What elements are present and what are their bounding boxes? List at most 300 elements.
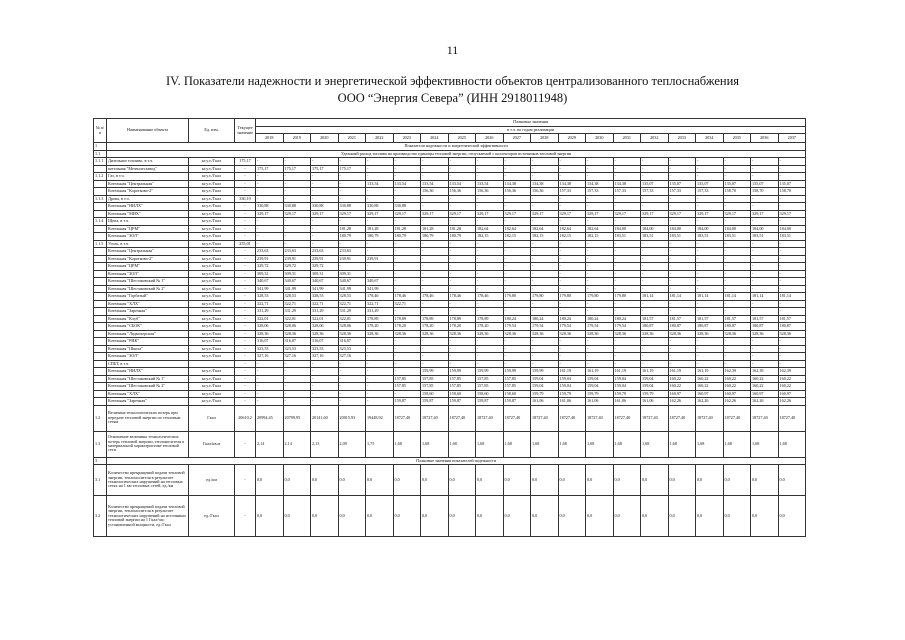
row-name: Котельная "МИХ" xyxy=(107,210,189,218)
row-value: 329,17 xyxy=(531,210,559,218)
section-row xyxy=(94,150,806,158)
row-value: 160,22 xyxy=(778,375,806,383)
row-value: - xyxy=(476,308,504,316)
row-value: 1,68 xyxy=(696,431,724,457)
row-name: Котельная "Центральная" xyxy=(107,248,189,256)
row-value: - xyxy=(503,218,531,226)
row-num xyxy=(94,368,107,376)
row-value: 160,97 xyxy=(723,390,751,398)
row-value: 178,20 xyxy=(366,323,394,331)
row-value: 331,29 xyxy=(366,308,394,316)
row-unit: кг.у.т./Гкал xyxy=(189,195,235,203)
row-value: 328,36 xyxy=(366,330,394,338)
row-value: - xyxy=(256,390,284,398)
row-value: 160,97 xyxy=(778,390,806,398)
row-value: - xyxy=(531,203,559,211)
row-unit: кг.у.т./Гкал xyxy=(189,180,235,188)
row-value: 178,46 xyxy=(366,293,394,301)
row-value: 329,72 xyxy=(283,263,311,271)
row-value: - xyxy=(503,203,531,211)
header-year: 2036 xyxy=(751,134,779,143)
table-row xyxy=(94,240,806,248)
row-value: - xyxy=(503,345,531,353)
row-value: - xyxy=(641,300,669,308)
row-value: - xyxy=(476,195,504,203)
row-value: - xyxy=(393,308,421,316)
header-year: 2029 xyxy=(558,134,586,143)
row-value: - xyxy=(723,263,751,271)
row-value: - xyxy=(448,308,476,316)
row-value: - xyxy=(586,240,614,248)
row-value: - xyxy=(393,165,421,173)
row-num xyxy=(94,233,107,241)
row-value: 134,38 xyxy=(613,180,641,188)
row-value: 157,33 xyxy=(558,188,586,196)
row-value: - xyxy=(393,360,421,368)
row-value: 175,17 xyxy=(311,165,339,173)
row-value: 179,80 xyxy=(613,293,641,301)
row-value: - xyxy=(448,338,476,346)
row-value: 328,36 xyxy=(283,330,311,338)
row-value: 180,24 xyxy=(503,315,531,323)
row-num xyxy=(94,203,107,211)
row-value: 329,17 xyxy=(366,210,394,218)
row-num xyxy=(94,270,107,278)
row-value: 0,0 xyxy=(393,465,421,496)
row-value: - xyxy=(393,345,421,353)
row-value: 181,57 xyxy=(751,315,779,323)
row-value: 161,19 xyxy=(558,368,586,376)
row-value: - xyxy=(448,278,476,286)
row-value: 0,0 xyxy=(613,465,641,496)
row-value: 322,71 xyxy=(393,300,421,308)
row-value: - xyxy=(668,360,696,368)
row-value: - xyxy=(723,270,751,278)
row-value: - xyxy=(393,173,421,181)
row-value: 233,63 xyxy=(311,248,339,256)
row-name: Котельная "НИЛХ" xyxy=(107,203,189,211)
table-row xyxy=(94,188,806,196)
row-value: - xyxy=(641,270,669,278)
row-value: 323,53 xyxy=(256,345,284,353)
row-value: 134,38 xyxy=(586,180,614,188)
row-unit: кг.у.т./Гкал xyxy=(189,323,235,331)
row-value: 160,97 xyxy=(696,390,724,398)
row-value: - xyxy=(476,255,504,263)
row-value: - xyxy=(393,188,421,196)
row-value: - xyxy=(778,248,806,256)
row-value: - xyxy=(586,308,614,316)
row-value: 178,20 xyxy=(421,323,449,331)
row-value: 316,07 xyxy=(338,338,366,346)
row-value: 1,68 xyxy=(558,431,586,457)
row-unit: Гкал xyxy=(189,405,235,431)
row-value: - xyxy=(668,278,696,286)
row-value: 161,19 xyxy=(668,368,696,376)
row-value: - xyxy=(613,353,641,361)
row-value: - xyxy=(778,338,806,346)
row-value: - xyxy=(393,263,421,271)
row-value: 329,17 xyxy=(723,210,751,218)
row-unit: кг.у.т./Гкал xyxy=(189,345,235,353)
row-value: 316,07 xyxy=(256,338,284,346)
row-value: - xyxy=(723,240,751,248)
row-value: - xyxy=(476,218,504,226)
row-current: - xyxy=(235,248,256,256)
row-value: 159,99 xyxy=(476,368,504,376)
row-value: 161,19 xyxy=(696,368,724,376)
row-value: 162,26 xyxy=(778,398,806,406)
row-value: 159,79 xyxy=(641,390,669,398)
row-value: - xyxy=(448,300,476,308)
row-value: - xyxy=(503,278,531,286)
row-value: - xyxy=(778,165,806,173)
row-value: - xyxy=(421,308,449,316)
row-value: - xyxy=(476,360,504,368)
row-value: 162,39 xyxy=(751,368,779,376)
row-unit: кг.у.т./Гкал xyxy=(189,203,235,211)
header-year: 2026 xyxy=(476,134,504,143)
row-value: 180,87 xyxy=(696,323,724,331)
row-value: 328,36 xyxy=(503,330,531,338)
row-value: - xyxy=(751,158,779,166)
row-current: - xyxy=(235,345,256,353)
header-year: 2024 xyxy=(421,134,449,143)
section-title: Плановые значения показателей надежности xyxy=(107,457,806,465)
row-value: - xyxy=(393,368,421,376)
row-unit: кг.у.т./Гкал xyxy=(189,353,235,361)
row-num xyxy=(94,345,107,353)
row-value: - xyxy=(448,255,476,263)
row-value: - xyxy=(366,263,394,271)
row-value: 178,46 xyxy=(448,293,476,301)
row-value: - xyxy=(311,375,339,383)
row-value: - xyxy=(421,203,449,211)
row-value: - xyxy=(393,353,421,361)
row-value: - xyxy=(421,278,449,286)
row-value: - xyxy=(751,195,779,203)
page-title xyxy=(40,73,865,107)
row-value: - xyxy=(558,308,586,316)
row-value: 182,64 xyxy=(476,225,504,233)
row-value: - xyxy=(366,398,394,406)
row-value: 316,07 xyxy=(283,338,311,346)
row-value: - xyxy=(668,203,696,211)
row-value: - xyxy=(476,338,504,346)
row-value: - xyxy=(476,165,504,173)
row-value: - xyxy=(641,165,669,173)
row-value: - xyxy=(366,270,394,278)
row-value: - xyxy=(311,188,339,196)
row-value: 135,07 xyxy=(778,180,806,188)
table-row xyxy=(94,300,806,308)
row-value: 18727,40 xyxy=(448,405,476,431)
row-value: - xyxy=(311,368,339,376)
row-value: 161,06 xyxy=(613,398,641,406)
row-value: - xyxy=(723,255,751,263)
row-value: - xyxy=(421,360,449,368)
row-name: Котельная "ЗОЛ" xyxy=(107,233,189,241)
header-year: 2027 xyxy=(503,134,531,143)
row-value: - xyxy=(696,278,724,286)
row-value: - xyxy=(256,180,284,188)
row-value: - xyxy=(448,203,476,211)
row-value: 18727,40 xyxy=(558,405,586,431)
row-value: 157,33 xyxy=(613,188,641,196)
row-value: - xyxy=(668,158,696,166)
section-title: Удельный расход топлива на производство единицы тепловой энергии, отпускаемой с коллекторов источников тепловой энергии xyxy=(107,150,806,158)
row-value: 1,68 xyxy=(476,431,504,457)
row-value: - xyxy=(448,360,476,368)
row-value: 184,00 xyxy=(613,225,641,233)
row-value: - xyxy=(393,218,421,226)
row-value: - xyxy=(283,173,311,181)
row-current: - xyxy=(235,398,256,406)
row-value: 158,60 xyxy=(448,390,476,398)
row-num xyxy=(94,353,107,361)
row-unit: кг.у.т./Гкал xyxy=(189,165,235,173)
row-value: - xyxy=(751,338,779,346)
row-value: 322,71 xyxy=(283,300,311,308)
row-value: 328,36 xyxy=(338,330,366,338)
row-current: 330,19 xyxy=(235,195,256,203)
row-name: Уголь, в т.ч. xyxy=(107,240,189,248)
row-value: 1,68 xyxy=(531,431,559,457)
row-value: 181,14 xyxy=(723,293,751,301)
row-value: 180,24 xyxy=(558,315,586,323)
row-value: 159,04 xyxy=(558,375,586,383)
row-value: - xyxy=(256,233,284,241)
title-line-2: ООО “Энергия Севера” (ИНН 2918011948) xyxy=(337,91,568,105)
row-value: 1,68 xyxy=(613,431,641,457)
section-row xyxy=(94,457,806,465)
row-value: 0,0 xyxy=(723,496,751,537)
row-value: 160,22 xyxy=(751,383,779,391)
row-value: 157,33 xyxy=(586,188,614,196)
row-value: - xyxy=(641,255,669,263)
row-unit: кг.у.т./Гкал xyxy=(189,330,235,338)
row-value: 309,31 xyxy=(283,270,311,278)
row-num xyxy=(94,360,107,368)
row-value: 309,31 xyxy=(338,270,366,278)
row-value: 327,16 xyxy=(338,353,366,361)
row-value: 178,20 xyxy=(476,323,504,331)
row-unit: кг.у.т./Гкал xyxy=(189,263,235,271)
row-name: Котельная "ЗОЛ" xyxy=(107,270,189,278)
row-value: - xyxy=(641,240,669,248)
row-value: - xyxy=(311,390,339,398)
row-current: - xyxy=(235,218,256,226)
row-value: 0,0 xyxy=(531,465,559,496)
row-value: 341,99 xyxy=(366,285,394,293)
row-value: 340,67 xyxy=(256,278,284,286)
table-row xyxy=(94,338,806,346)
row-value: - xyxy=(751,308,779,316)
row-value: - xyxy=(503,158,531,166)
row-current: - xyxy=(235,270,256,278)
row-value: 159,04 xyxy=(613,375,641,383)
row-value: - xyxy=(778,270,806,278)
row-value: 157,85 xyxy=(448,383,476,391)
row-value: 328,36 xyxy=(476,330,504,338)
row-value: 328,06 xyxy=(283,323,311,331)
row-value: - xyxy=(256,158,284,166)
row-value: 322,71 xyxy=(256,300,284,308)
row-value: 157,85 xyxy=(393,383,421,391)
row-value: 1,68 xyxy=(393,431,421,457)
row-value: 161,06 xyxy=(558,398,586,406)
row-value: 180,79 xyxy=(448,233,476,241)
row-value: - xyxy=(531,218,559,226)
row-value: 156,36 xyxy=(503,188,531,196)
row-value: 328,36 xyxy=(696,330,724,338)
row-value: 182,64 xyxy=(586,225,614,233)
header-year: 2023 xyxy=(393,134,421,143)
row-value: 181,14 xyxy=(778,293,806,301)
row-unit: ед./Гкал xyxy=(189,496,235,537)
row-value: 162,26 xyxy=(751,398,779,406)
row-value: - xyxy=(778,195,806,203)
row-value: 328,36 xyxy=(421,330,449,338)
row-value: 329,17 xyxy=(283,210,311,218)
row-value: 162,26 xyxy=(723,398,751,406)
table-row xyxy=(94,368,806,376)
row-value: 329,17 xyxy=(613,210,641,218)
row-value: - xyxy=(613,195,641,203)
row-value: 158,60 xyxy=(503,390,531,398)
row-num xyxy=(94,263,107,271)
row-value: - xyxy=(778,255,806,263)
row-value: 160,22 xyxy=(723,383,751,391)
row-value: - xyxy=(366,353,394,361)
row-value: 158,60 xyxy=(476,390,504,398)
row-value: 329,17 xyxy=(668,210,696,218)
row-value: 322,71 xyxy=(311,300,339,308)
row-value: - xyxy=(778,278,806,286)
row-value: - xyxy=(751,165,779,173)
row-value: - xyxy=(531,165,559,173)
row-value: - xyxy=(256,375,284,383)
row-value: 18727,40 xyxy=(641,405,669,431)
row-value: 328,36 xyxy=(586,330,614,338)
row-unit: кг.у.т./Гкал xyxy=(189,218,235,226)
row-value: 179,80 xyxy=(503,293,531,301)
row-value: - xyxy=(751,173,779,181)
row-unit: кг.у.т./Гкал xyxy=(189,375,235,383)
row-value: 162,39 xyxy=(778,368,806,376)
row-value: 1,68 xyxy=(641,431,669,457)
table-row xyxy=(94,293,806,301)
row-value: 322,01 xyxy=(283,315,311,323)
row-value: - xyxy=(586,285,614,293)
row-value: - xyxy=(751,255,779,263)
row-value: - xyxy=(283,195,311,203)
row-name: Котельная "Заречная" xyxy=(107,398,189,406)
row-value: 20015,93 xyxy=(338,405,366,431)
row-unit: кг.у.т./Гкал xyxy=(189,210,235,218)
row-value: 159,87 xyxy=(503,398,531,406)
row-value: 328,36 xyxy=(256,330,284,338)
row-value: - xyxy=(476,173,504,181)
row-value: 1,68 xyxy=(778,431,806,457)
row-value: 175,17 xyxy=(338,165,366,173)
header-plan: Плановые значения xyxy=(256,119,806,127)
row-value: 328,36 xyxy=(311,330,339,338)
row-value: - xyxy=(283,360,311,368)
header-year: 2035 xyxy=(723,134,751,143)
row-value: 156,36 xyxy=(448,188,476,196)
row-value: 161,06 xyxy=(531,398,559,406)
row-value: 162,26 xyxy=(696,398,724,406)
row-num: 3.2 xyxy=(94,496,107,537)
row-value: - xyxy=(338,375,366,383)
table-row xyxy=(94,278,806,286)
row-value: - xyxy=(393,255,421,263)
row-value: - xyxy=(283,398,311,406)
row-value: 178,89 xyxy=(393,315,421,323)
row-value: 0,0 xyxy=(393,496,421,537)
row-value: 158,70 xyxy=(778,188,806,196)
row-value: - xyxy=(668,308,696,316)
row-value: - xyxy=(366,195,394,203)
row-unit: кг.у.т./Гкал xyxy=(189,390,235,398)
row-value: 331,29 xyxy=(338,308,366,316)
row-value: 134,38 xyxy=(503,180,531,188)
row-value: - xyxy=(668,218,696,226)
row-current: - xyxy=(235,390,256,398)
row-value: 157,85 xyxy=(503,383,531,391)
row-value: - xyxy=(531,278,559,286)
row-value: 159,04 xyxy=(641,383,669,391)
row-value: - xyxy=(641,345,669,353)
row-value: - xyxy=(393,158,421,166)
row-value: 0,0 xyxy=(696,465,724,496)
row-value: 322,01 xyxy=(256,315,284,323)
row-value: 331,29 xyxy=(256,308,284,316)
row-value: - xyxy=(366,390,394,398)
row-value: - xyxy=(586,195,614,203)
row-value: - xyxy=(751,240,779,248)
row-name: Котельная "Коротково-2" xyxy=(107,188,189,196)
row-unit: кг.у.т./Гкал xyxy=(189,225,235,233)
row-value: 322,71 xyxy=(338,300,366,308)
row-value: 184,00 xyxy=(668,225,696,233)
row-value: - xyxy=(778,173,806,181)
row-value: 18727,40 xyxy=(668,405,696,431)
header-unit: Ед. изм. xyxy=(189,119,235,143)
row-value: 160,22 xyxy=(723,375,751,383)
row-value: 329,17 xyxy=(338,210,366,218)
row-value: - xyxy=(366,345,394,353)
row-value: 19448,92 xyxy=(366,405,394,431)
row-value: 0,0 xyxy=(586,496,614,537)
row-value: - xyxy=(366,188,394,196)
row-value: - xyxy=(613,240,641,248)
row-value: 181,57 xyxy=(696,315,724,323)
row-value: - xyxy=(696,263,724,271)
row-value: - xyxy=(503,270,531,278)
row-value: 178,46 xyxy=(393,293,421,301)
row-value: 178,20 xyxy=(448,323,476,331)
row-value: 329,17 xyxy=(641,210,669,218)
row-value: 159,87 xyxy=(421,398,449,406)
row-value: - xyxy=(751,278,779,286)
row-value: - xyxy=(311,180,339,188)
row-value: - xyxy=(778,300,806,308)
header-year: 2034 xyxy=(696,134,724,143)
row-value: 181,28 xyxy=(393,225,421,233)
row-num xyxy=(94,338,107,346)
